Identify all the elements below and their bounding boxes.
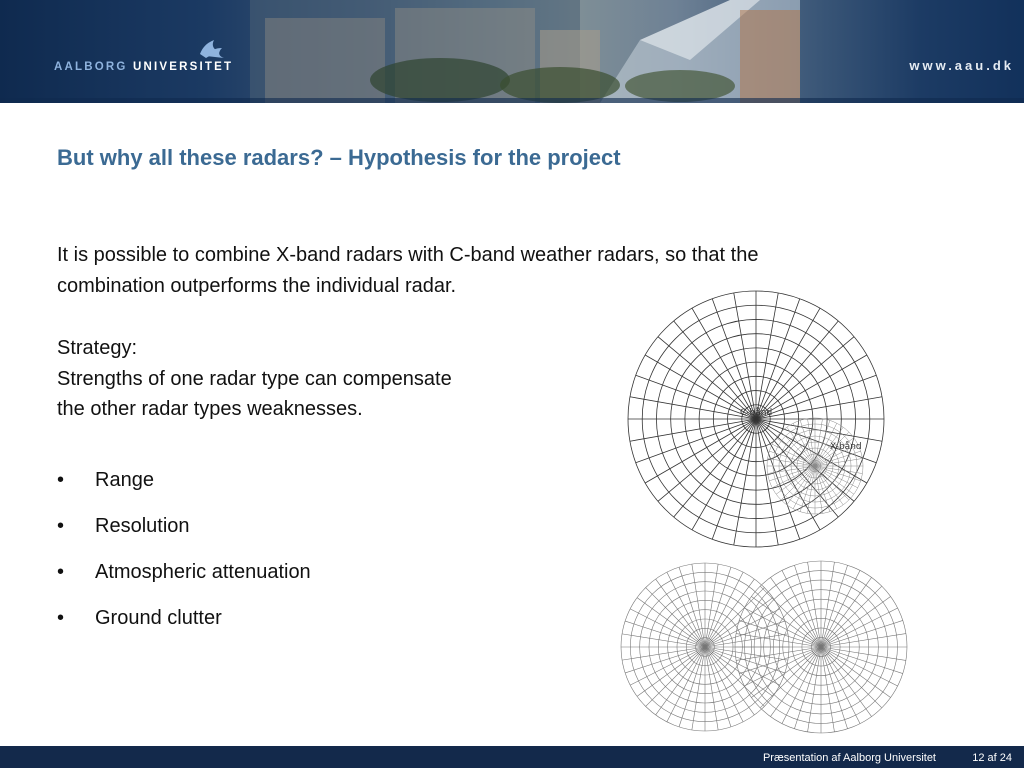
bullet-ground-clutter: Ground clutter: [95, 607, 222, 629]
logo-word-universitet: UNIVERSITET: [132, 61, 234, 73]
website-link[interactable]: www.aau.dk: [909, 58, 1014, 73]
bullet-resolution: Resolution: [95, 515, 190, 537]
x-band-label: X-bånd: [830, 442, 862, 452]
footer-bar: [0, 746, 1024, 768]
x-band-polar-grid: [767, 418, 863, 514]
bullet-icon: •: [57, 469, 65, 491]
bullet-range: Range: [95, 469, 154, 491]
bullet-atmospheric-attenuation: Atmospheric attenuation: [95, 561, 311, 583]
strategy-line-2: the other radar types weaknesses.: [57, 398, 363, 420]
bullet-icon: •: [57, 561, 65, 583]
c-band-polar-grid: [628, 291, 884, 547]
bullet-icon: •: [57, 515, 65, 537]
intro-line-1: It is possible to combine X-band radars with C-band weather radars, so that the: [57, 244, 759, 266]
strategy-line-1: Strengths of one radar type can compensate: [57, 368, 452, 390]
logo-word-aalborg: AALBORG: [54, 61, 128, 73]
footer-presentation-title: Præsentation af Aalborg Universitet: [762, 752, 936, 764]
header-banner: [0, 0, 1024, 103]
strategy-label: Strategy:: [57, 337, 138, 359]
aau-logo-text[interactable]: [54, 61, 233, 73]
intro-line-2: combination outperforms the individual radar.: [57, 275, 457, 297]
bullet-icon: •: [57, 607, 65, 629]
right-polar-grid: [735, 561, 907, 733]
page-number: 12 af 24: [972, 752, 1012, 764]
radar-grid-diagram: [615, 285, 915, 735]
c-band-label: C-bånd: [740, 408, 773, 418]
slide-title: But why all these radars? – Hypothesis for the project: [57, 145, 621, 170]
